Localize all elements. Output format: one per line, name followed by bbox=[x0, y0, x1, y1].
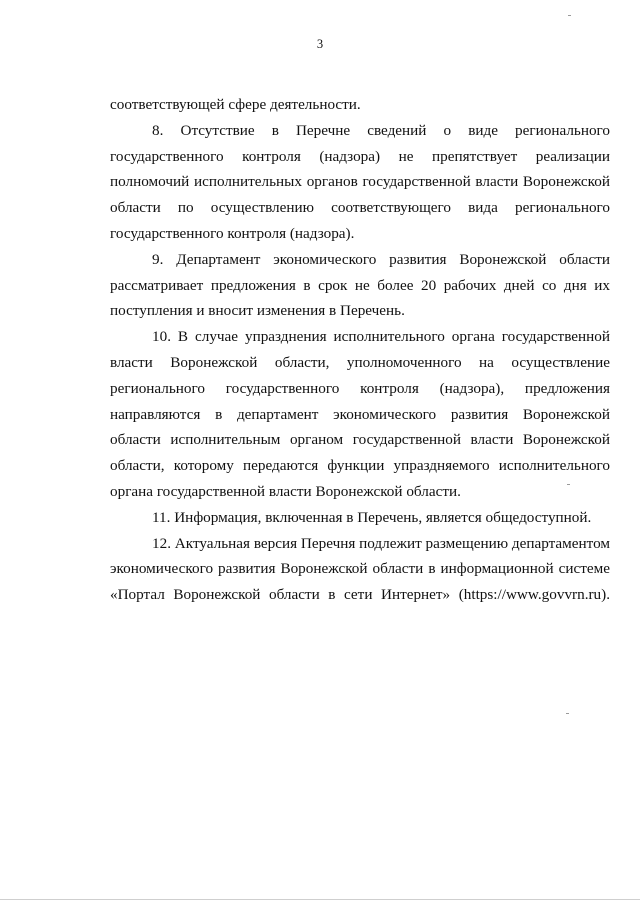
text-line: поступления и вносит изменения в Перечень. bbox=[110, 302, 405, 320]
text-line: 10. В случае упразднения исполнительного органа государственной bbox=[152, 328, 610, 346]
text-line: 9. Департамент экономического развития Воронежской области bbox=[152, 250, 610, 268]
page-number: 3 bbox=[316, 37, 324, 51]
text-line: рассматривает предложения в срок не более 20 рабочих дней со дня их bbox=[110, 276, 610, 294]
text-line: регионального государственного контроля (надзора), предложения bbox=[110, 379, 610, 397]
scan-speck bbox=[568, 15, 571, 16]
text-line: области по осуществлению соответствующего вида регионального bbox=[110, 199, 610, 217]
text-line: 12. Актуальная версия Перечня подлежит размещению департаментом bbox=[152, 534, 610, 552]
text-line: полномочий исполнительных органов государственной власти Воронежской bbox=[110, 173, 610, 191]
scan-edge-line bbox=[0, 899, 640, 900]
text-line: области, которому передаются функции упраздняемого исполнительного bbox=[110, 457, 610, 475]
scan-speck bbox=[567, 484, 570, 485]
document-body bbox=[110, 92, 610, 608]
text-line: 11. Информация, включенная в Перечень, является общедоступной. bbox=[152, 508, 592, 526]
text-line: государственного контроля (надзора). bbox=[110, 224, 355, 242]
text-line: государственного контроля (надзора) не препятствует реализации bbox=[110, 147, 610, 165]
scan-speck bbox=[566, 713, 569, 714]
text-line: власти Воронежской области, уполномоченного на осуществление bbox=[110, 353, 610, 371]
text-line: области исполнительным органом государственной власти Воронежской bbox=[110, 431, 610, 449]
text-line: «Портал Воронежской области в сети Интернет» (https://www.govvrn.ru). bbox=[110, 586, 610, 604]
text-line: экономического развития Воронежской области в информационной системе bbox=[110, 560, 610, 578]
text-line: направляются в департамент экономического развития Воронежской bbox=[110, 405, 610, 423]
text-line: 8. Отсутствие в Перечне сведений о виде регионального bbox=[152, 121, 610, 139]
text-line: органа государственной власти Воронежской области. bbox=[110, 482, 461, 500]
text-line: соответствующей сфере деятельности. bbox=[110, 96, 361, 113]
